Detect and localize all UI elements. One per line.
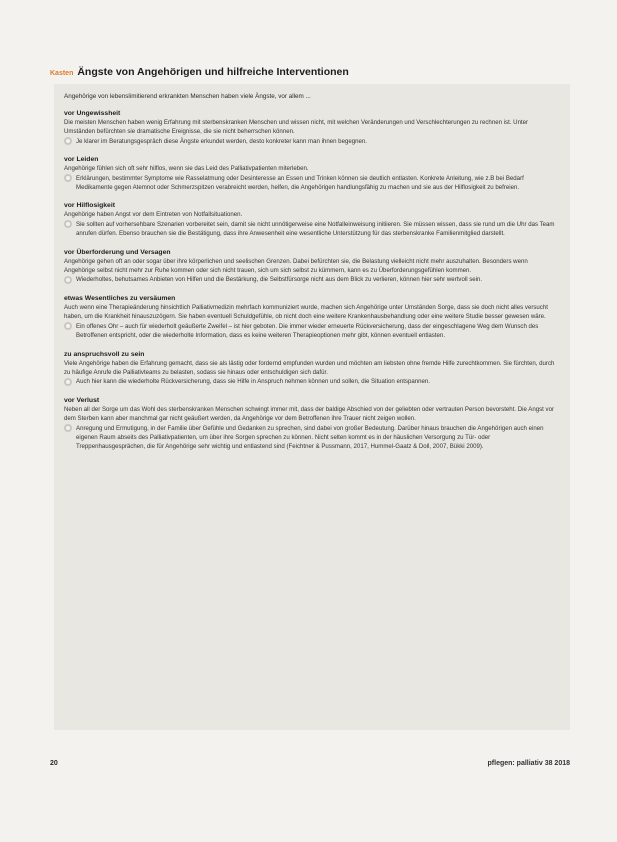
tip-item [64, 322, 560, 341]
section-text: Angehörige fühlen sich oft sehr hilflos, wenn sie das Leid des Palliativpatienten miterleben. [64, 165, 309, 173]
page-number: 20 [50, 760, 58, 767]
info-box [54, 84, 570, 730]
section-heading: zu anspruchsvoll zu sein [64, 350, 145, 358]
section-missing-something [64, 294, 560, 341]
tip-bullet-icon [64, 276, 72, 284]
tip-text: Ein offenes Ohr – auch für wiederholt geäußerte Zweifel – ist hier geboten. Die immer wieder erneuerte Rückversicherung, dass der eingeschlagene Weg dem Wunsch des Betroffenen entspricht, oder die wiederholte Information, dass es keine weiteren Therapieoptionen mehr gibt, können eventuell entlasten. [76, 322, 539, 340]
section-heading: vor Hilflosigkeit [64, 202, 115, 210]
tip-text: Auch hier kann die wiederholte Rückversicherung, dass sie Hilfe in Anspruch nehmen können und sollen, die Situation entspannen. [76, 378, 430, 386]
section-loss [64, 396, 560, 452]
kicker-label: Kasten [50, 70, 74, 77]
tip-bullet-icon [64, 220, 72, 228]
tip-bullet-icon [64, 322, 72, 330]
page-footer [50, 760, 570, 767]
section-text: Die meisten Menschen haben wenig Erfahrung mit sterbenskranken Menschen und wissen nicht, mit welchen Veränderungen und Verschlechterungen zu rechnen ist. Unter Umständen befürchten sie dramatische Ereignisse, die sie nicht beherrschen können. [64, 119, 529, 136]
tip-item [64, 377, 560, 386]
intro-text: Angehörige von lebenslimitierend erkrankten Menschen haben viele Ängste, vor allem ... [64, 93, 311, 100]
box-title: Ängste von Angehörigen und hilfreiche Interventionen [77, 66, 349, 78]
section-heading: vor Überforderung und Versagen [64, 248, 171, 256]
journal-citation: pflegen: palliativ 38 2018 [487, 760, 570, 767]
tip-bullet-icon [64, 137, 72, 145]
tip-text: Sie sollten auf vorhersehbare Szenarien vorbereitet sein, damit sie nicht unnötigerweise eine Notfalleinweisung initiieren. Sie müssen wissen, dass sie rund um die Uhr das Team anrufen dürfen. Ebenso brauchen sie die Bestätigung, dass ihre Anwesenheit eine wesentliche Unterstützung für das sterbenskranke Familienmitglied darstellt. [76, 220, 555, 238]
section-text: Auch wenn eine Therapieänderung hinsichtlich Palliativmedizin mehrfach kommuniziert wurde, machen sich Angehörige unter Umständen Sorge, dass sie doch nicht alles versucht haben, um die Krankheit hinauszuzögern. Sie haben eventuell Schuldgefühle, ob nicht doch eine weitere Krankenhausbehandlung oder eine weitere Studie besser gewesen wäre. [64, 303, 548, 321]
tip-text: Anregung und Ermutigung, in der Familie über Gefühle und Gedanken zu sprechen, sind dabei von großer Bedeutung. Darüber hinaus brauchen die Angehörigen auch einen eigenen Raum abseits des Palliativpatienten, um über ihre Sorgen sprechen zu können. Nicht selten kommt es in der häuslichen Versorgung zu Tür- oder Treppenhausgesprächen, die für Angehörige sehr wichtig und entlastend sind (Feichtner & Pussmann, 2017, Hummel-Gaatz & Doll, 2007, Bükki 2009). [76, 424, 544, 451]
section-heading: vor Verlust [64, 396, 100, 404]
tip-text: Wiederholtes, behutsames Anbieten von Hilfen und die Bestärkung, die Selbstfürsorge nicht aus dem Blick zu verlieren, können hier sehr wertvoll sein. [76, 276, 483, 284]
tip-bullet-icon [64, 424, 72, 432]
tip-bullet-icon [64, 174, 72, 182]
section-text: Angehörige gehen oft an oder sogar über ihre körperlichen und seelischen Grenzen. Dabei befürchten sie, die Belastung vielleicht nicht mehr auszuhalten. Besonders wenn Angehörige selbst nicht mehr zur Ruhe kommen oder sich nicht trauen, sich um sich selbst zu kümmern, kann es zu Überforderungsgefühlen kommen. [64, 257, 528, 275]
section-suffering [64, 155, 560, 192]
tip-text: Je klarer im Beratungsgespräch diese Ängste erkundet werden, desto konkreter kann man ihnen begegnen. [76, 137, 367, 145]
section-text: Viele Angehörige haben die Erfahrung gemacht, dass sie als lästig oder fordernd empfunden wurden und möchten am liebsten ohne fremde Hilfe zurechtkommen. Sie fürchten, durch zu häufige Anrufe die Palliativteams zu belasten, sodass sie hinaus oder entschuldigen sich dafür. [64, 359, 555, 376]
section-uncertainty [64, 109, 560, 146]
section-overload [64, 248, 560, 285]
tip-item [64, 137, 560, 146]
tip-bullet-icon [64, 378, 72, 386]
tip-item [64, 174, 560, 193]
section-text: Neben all der Sorge um das Wohl des sterbenskranken Menschen schwingt immer mit, dass der baldige Abschied von der geliebten oder vertrauten Person bevorsteht. Die Angst vor dem Sterben kann aber manchmal gar nicht geäußert werden, da Angehörige vor dem Betroffenen ihre Trauer nicht zeigen wollen. [64, 405, 555, 423]
tip-item [64, 220, 560, 239]
tip-item [64, 424, 560, 452]
box-headline [50, 66, 570, 78]
section-heading: vor Ungewissheit [64, 110, 121, 117]
section-heading: vor Leiden [64, 156, 99, 164]
section-too-demanding [64, 350, 560, 387]
tip-text: Erklärungen, bestimmter Symptome wie Rasselatmung oder Desinteresse an Essen und Trinken können sie deutlich entlasten. Konkrete Anleitung, wie z.B bei Bedarf Medikamente gegen Atemnot oder Schmerzspitzen verabreicht werden, helfen, die Angehörigen handlungsfähig zu machen und sie aus der Hilflosigkeit zu befreien. [76, 174, 524, 192]
section-heading: etwas Wesentliches zu versäumen [64, 294, 176, 302]
tip-item [64, 275, 560, 284]
section-text: Angehörige haben Angst vor dem Eintreten von Notfallsituationen. [64, 211, 243, 219]
section-helplessness [64, 201, 560, 238]
